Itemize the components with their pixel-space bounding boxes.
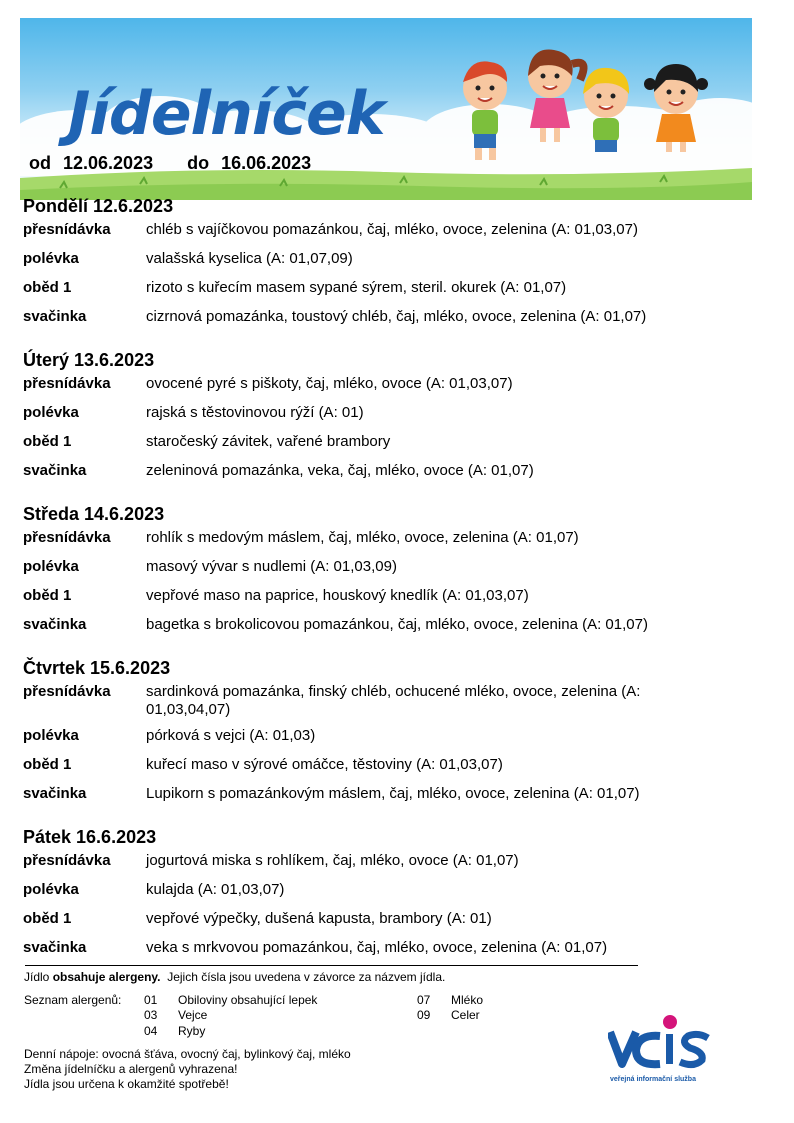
meal-label: polévka bbox=[23, 404, 79, 421]
meal-row bbox=[23, 279, 723, 308]
menu-days bbox=[23, 194, 723, 979]
allergen-item bbox=[417, 1008, 480, 1023]
meal-row bbox=[23, 727, 723, 756]
meal-row bbox=[23, 683, 723, 727]
allergen-item bbox=[144, 1024, 205, 1039]
day-section bbox=[23, 194, 723, 337]
footer-divider bbox=[25, 965, 638, 966]
allergen-code: 04 bbox=[144, 1024, 158, 1038]
meal-label: svačinka bbox=[23, 308, 87, 325]
meal-row bbox=[23, 852, 723, 881]
meal-label: svačinka bbox=[23, 462, 87, 479]
meal-row bbox=[23, 250, 723, 279]
meal-label: oběd 1 bbox=[23, 756, 72, 773]
meal-label: oběd 1 bbox=[23, 433, 72, 450]
meal-dish: sardinková pomazánka, finský chléb, ochucené mléko, ovoce, zelenina (A: 01,03,04,07) bbox=[146, 683, 641, 718]
allergen-item bbox=[144, 1008, 207, 1023]
allergen-code: 03 bbox=[144, 1008, 158, 1022]
allergen-item bbox=[417, 993, 483, 1008]
meal-label: přesnídávka bbox=[23, 529, 111, 546]
meal-label: polévka bbox=[23, 558, 79, 575]
meal-label: oběd 1 bbox=[23, 279, 72, 296]
meal-dish: veka s mrkvovou pomazánkou, čaj, mléko, ovoce, zelenina (A: 01,07) bbox=[146, 939, 608, 956]
meal-dish: masový vývar s nudlemi (A: 01,03,09) bbox=[146, 558, 397, 575]
allergen-note-bold: obsahuje alergeny. bbox=[52, 970, 161, 984]
meal-row bbox=[23, 462, 723, 491]
day-section bbox=[23, 502, 723, 645]
vis-logo bbox=[608, 1010, 718, 1090]
date-from: 12.06.2023 bbox=[63, 153, 154, 173]
meal-label: přesnídávka bbox=[23, 375, 111, 392]
meal-dish: kuřecí maso v sýrové omáčce, těstoviny (A: 01,03,07) bbox=[146, 756, 503, 773]
meal-dish: rohlík s medovým máslem, čaj, mléko, ovoce, zelenina (A: 01,07) bbox=[146, 529, 579, 546]
allergen-note-post: Jejich čísla jsou uvedena v závorce za názvem jídla. bbox=[167, 970, 446, 984]
meal-dish: chléb s vajíčkovou pomazánkou, čaj, mléko, ovoce, zelenina (A: 01,03,07) bbox=[146, 221, 638, 238]
drinks-note: Denní nápoje: ovocná šťáva, ovocný čaj, bylinkový čaj, mléko bbox=[24, 1047, 351, 1061]
meal-label: polévka bbox=[23, 881, 79, 898]
allergen-note-pre: Jídlo bbox=[24, 970, 50, 984]
meal-row bbox=[23, 558, 723, 587]
meal-row bbox=[23, 404, 723, 433]
meal-dish: Lupikorn s pomazánkovým máslem, čaj, mléko, ovoce, zelenina (A: 01,07) bbox=[146, 785, 640, 802]
meal-dish: valašská kyselica (A: 01,07,09) bbox=[146, 250, 353, 267]
page-title: Jídelníček bbox=[68, 79, 385, 149]
date-range bbox=[29, 153, 311, 174]
meal-row bbox=[23, 939, 723, 968]
day-section bbox=[23, 656, 723, 814]
meal-dish: bagetka s brokolicovou pomazánkou, čaj, mléko, ovoce, zelenina (A: 01,07) bbox=[146, 616, 648, 633]
day-title: Čtvrtek 15.6.2023 bbox=[23, 658, 171, 678]
allergen-code: 09 bbox=[417, 1008, 431, 1022]
meal-row bbox=[23, 308, 723, 337]
meal-row bbox=[23, 221, 723, 250]
day-title: Středa 14.6.2023 bbox=[23, 504, 165, 524]
meal-label: oběd 1 bbox=[23, 910, 72, 927]
day-title: Pátek 16.6.2023 bbox=[23, 827, 157, 847]
allergen-name: Mléko bbox=[451, 993, 484, 1007]
meal-dish: ovocené pyré s piškoty, čaj, mléko, ovoce (A: 01,03,07) bbox=[146, 375, 513, 392]
day-section bbox=[23, 348, 723, 491]
meal-dish: vepřové maso na paprice, houskový knedlík (A: 01,03,07) bbox=[146, 587, 529, 604]
allergen-list-label: Seznam alergenů: bbox=[24, 993, 122, 1007]
meal-row bbox=[23, 529, 723, 558]
meal-row bbox=[23, 756, 723, 785]
allergen-note bbox=[24, 970, 445, 985]
allergen-code: 07 bbox=[417, 993, 431, 1007]
meal-dish: jogurtová miska s rohlíkem, čaj, mléko, ovoce (A: 01,07) bbox=[146, 852, 519, 869]
meal-dish: pórková s vejci (A: 01,03) bbox=[146, 727, 316, 744]
allergen-name: Vejce bbox=[178, 1008, 208, 1022]
allergen-name: Obiloviny obsahující lepek bbox=[178, 993, 318, 1007]
allergen-name: Celer bbox=[451, 1008, 480, 1022]
meal-label: přesnídávka bbox=[23, 852, 111, 869]
meal-label: svačinka bbox=[23, 616, 87, 633]
meal-row bbox=[23, 433, 723, 462]
allergen-item bbox=[144, 993, 317, 1008]
meal-row bbox=[23, 375, 723, 404]
meal-dish: kulajda (A: 01,03,07) bbox=[146, 881, 285, 898]
day-section bbox=[23, 825, 723, 968]
date-from-label: od bbox=[29, 153, 51, 173]
meal-row bbox=[23, 910, 723, 939]
meal-dish: staročeský závitek, vařené brambory bbox=[146, 433, 391, 450]
meal-label: polévka bbox=[23, 250, 79, 267]
date-to: 16.06.2023 bbox=[221, 153, 312, 173]
meal-row bbox=[23, 587, 723, 616]
vis-logo-tagline: veřejná informační služba bbox=[610, 1076, 696, 1083]
meal-label: svačinka bbox=[23, 785, 87, 802]
meal-dish: cizrnová pomazánka, toustový chléb, čaj, mléko, ovoce, zelenina (A: 01,07) bbox=[146, 308, 647, 325]
change-note: Změna jídelníčku a alergenů vyhrazena! bbox=[24, 1062, 238, 1076]
allergen-name: Ryby bbox=[178, 1024, 206, 1038]
consume-note: Jídla jsou určena k okamžité spotřebě! bbox=[24, 1077, 229, 1091]
meal-dish: vepřové výpečky, dušená kapusta, brambory (A: 01) bbox=[146, 910, 492, 927]
allergen-code: 01 bbox=[144, 993, 158, 1007]
meal-label: svačinka bbox=[23, 939, 87, 956]
meal-dish: rizoto s kuřecím masem sypané sýrem, steril. okurek (A: 01,07) bbox=[146, 279, 567, 296]
date-to-label: do bbox=[187, 153, 210, 173]
meal-label: přesnídávka bbox=[23, 683, 111, 700]
meal-row bbox=[23, 881, 723, 910]
meal-dish: zeleninová pomazánka, veka, čaj, mléko, ovoce (A: 01,07) bbox=[146, 462, 534, 479]
meal-label: oběd 1 bbox=[23, 587, 72, 604]
meal-row bbox=[23, 616, 723, 645]
meal-label: polévka bbox=[23, 727, 79, 744]
meal-dish: rajská s těstovinovou rýží (A: 01) bbox=[146, 404, 364, 421]
meal-row bbox=[23, 785, 723, 814]
day-title: Pondělí 12.6.2023 bbox=[23, 196, 174, 216]
meal-label: přesnídávka bbox=[23, 221, 111, 238]
day-title: Úterý 13.6.2023 bbox=[23, 350, 155, 370]
